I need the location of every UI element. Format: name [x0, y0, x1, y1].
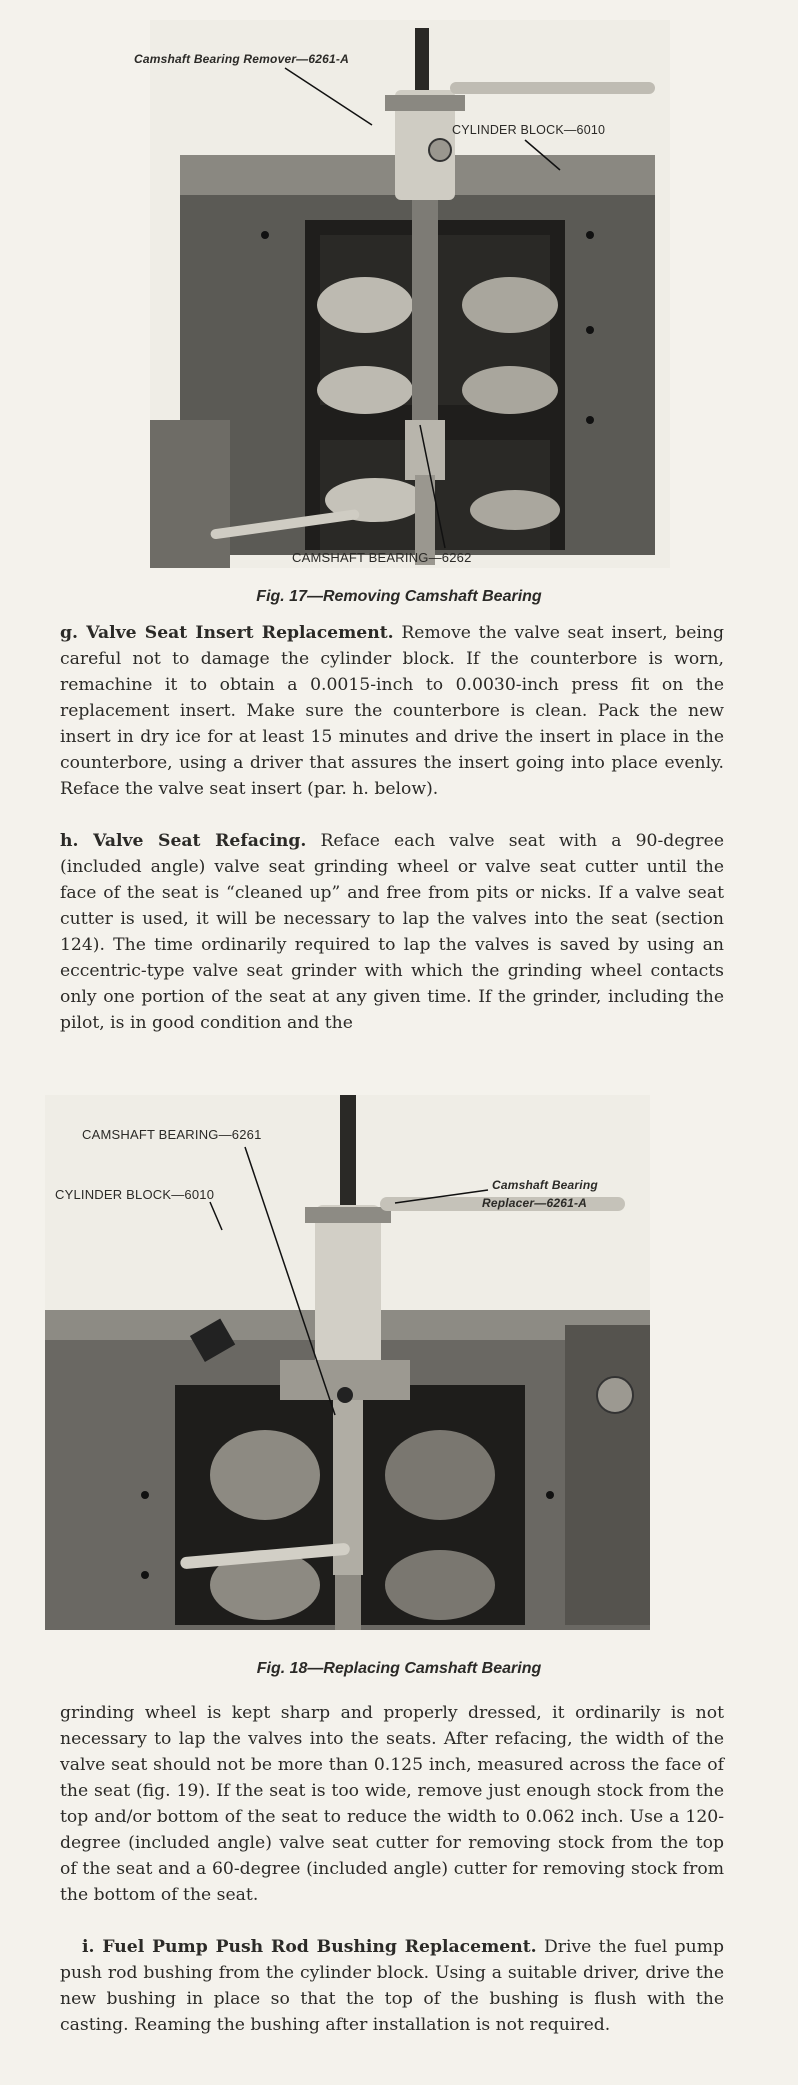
figure-17-caption: Fig. 17—Removing Camshaft Bearing [256, 588, 542, 605]
section-i-paragraph [60, 1934, 724, 2038]
label-replacer-line2: Replacer—6261-A [482, 1196, 588, 1210]
label-cylinder-block-18: CYLINDER BLOCK—6010 [55, 1187, 215, 1202]
label-camshaft-bearing-remover: Camshaft Bearing Remover—6261-A [134, 52, 349, 66]
figure-18-caption: Fig. 18—Replacing Camshaft Bearing [256, 1660, 542, 1677]
label-camshaft-bearing-6261: CAMSHAFT BEARING—6261 [82, 1127, 262, 1142]
section-h-continued-paragraph: grinding wheel is kept sharp and properly dressed, it ordinarily is not necessary to lap the valves into the seats. After refacing, the width of the valve seat should not be more than 0.125 inch, measured across the face of the seat (fig. 19). If the seat is too wide, remove just enough stock from the top and/or bottom of the seat to reduce the width to 0.062 inch. Use a 120-degree (included angle) valve seat cutter for removing stock from the top of the seat and a 60-degree (included angle) cutter for removing stock from the bottom of the seat. [60, 1703, 724, 1905]
section-h-body: Reface each valve seat with a 90-degree (included angle) valve seat grinding wheel or valve seat cutter until the face of the seat is “cleaned up” and free from pits or nicks. If a valve seat cutter is used, it will be necessary to lap the valves into the seat (section 124). The time ordinarily required to lap the valves is saved by using an eccentric-type valve seat grinder with which the grinding wheel contacts only one portion of the seat at any given time. If the grinder, including the pilot, is in good condition and the [60, 831, 724, 1033]
label-cylinder-block: CYLINDER BLOCK—6010 [452, 123, 606, 137]
section-i-body: Drive the fuel pump push rod bushing from the cylinder block. Using a suitable driver, drive the new bushing in place so that the top of the bushing is flush with the casting. Reaming the bushing after installation is not required. [60, 1937, 724, 2035]
label-replacer-line1: Camshaft Bearing [492, 1178, 598, 1192]
section-i-heading: i. Fuel Pump Push Rod Bushing Replacement. [82, 1937, 537, 1957]
section-g-body: Remove the valve seat insert, being careful not to damage the cylinder block. If the counterbore is worn, remachine it to obtain a 0.0015-inch to 0.0030-inch press fit on the replacement insert. Make sure the counterbore is clean. Pack the new insert in dry ice for at least 15 minutes and drive the insert in place in the counterbore, using a driver that assures the insert going into place evenly. Reface the valve seat insert (par. h. below). [60, 623, 724, 799]
section-h-heading: h. Valve Seat Refacing. [60, 831, 307, 851]
section-g-heading: g. Valve Seat Insert Replacement. [60, 623, 394, 643]
label-camshaft-bearing: CAMSHAFT BEARING—6262 [292, 550, 472, 565]
